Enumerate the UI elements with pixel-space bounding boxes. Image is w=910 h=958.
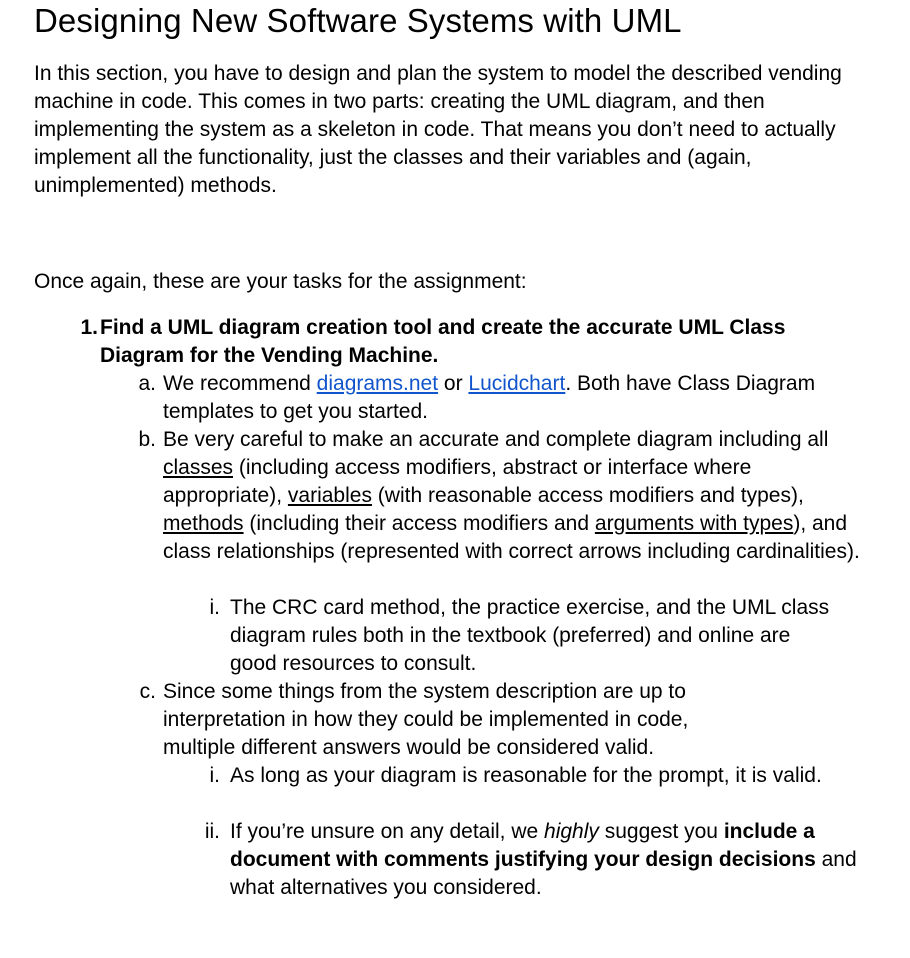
bold-suggestion: include a document with comments justifying your design decisions <box>230 820 816 871</box>
task-1c-i-text: As long as your diagram is reasonable for the prompt, it is valid. <box>230 764 822 787</box>
arguments-term: arguments with types <box>594 512 794 535</box>
tasks-lead-paragraph: Once again, these are your tasks for the assignment: <box>34 270 527 293</box>
task-1b-text: Be very careful to make an accurate and complete diagram including all classes (including access modifiers, abstract or interface where appropriate), variables (with reasonable access modifiers and types), methods (including their access modifiers and arguments with types), and class relationships (represented with correct arrows including cardinalities). <box>163 428 860 563</box>
task-1a-text: We recommend diagrams.net or Lucidchart. Both have Class Diagram templates to get you started. <box>163 372 816 423</box>
lucidchart-link[interactable]: Lucidchart <box>468 372 566 395</box>
task-1b-marker: b. <box>138 428 156 451</box>
diagrams-net-link[interactable]: diagrams.net <box>316 372 439 395</box>
task-1a-marker: a. <box>138 372 156 395</box>
highly-emphasis: highly <box>544 820 599 843</box>
task-1c-i-marker: i. <box>209 764 220 787</box>
task-1-marker: 1. <box>80 316 98 339</box>
page-title: Designing New Software Systems with UML <box>34 2 682 39</box>
task-1c-ii-text: If you’re unsure on any detail, we highly suggest you include a document with comments justifying your design decisions and what alternatives you considered. <box>230 820 857 899</box>
task-1b-i-text: The CRC card method, the practice exercise, and the UML class diagram rules both in the textbook (preferred) and online are good resources to consult. <box>230 596 830 675</box>
task-1c-text: Since some things from the system description are up to interpretation in how they could be implemented in code, multiple different answers would be considered valid. <box>163 680 689 759</box>
variables-term: variables <box>287 484 372 507</box>
task-1c-marker: c. <box>139 680 156 703</box>
classes-term: classes <box>163 456 234 479</box>
task-1b-i-marker: i. <box>209 596 220 619</box>
methods-term: methods <box>163 512 244 535</box>
task-1-text: Find a UML diagram creation tool and create the accurate UML Class Diagram for the Vending Machine. <box>100 316 786 367</box>
task-1c-ii-marker: ii. <box>204 820 220 843</box>
intro-paragraph: In this section, you have to design and plan the system to model the described vending machine in code. This comes in two parts: creating the UML diagram, and then implementing the system as a skeleton in code. That means you don’t need to actually implement all the functionality, just the classes and their variables and (again, unimplemented) methods. <box>34 62 842 197</box>
